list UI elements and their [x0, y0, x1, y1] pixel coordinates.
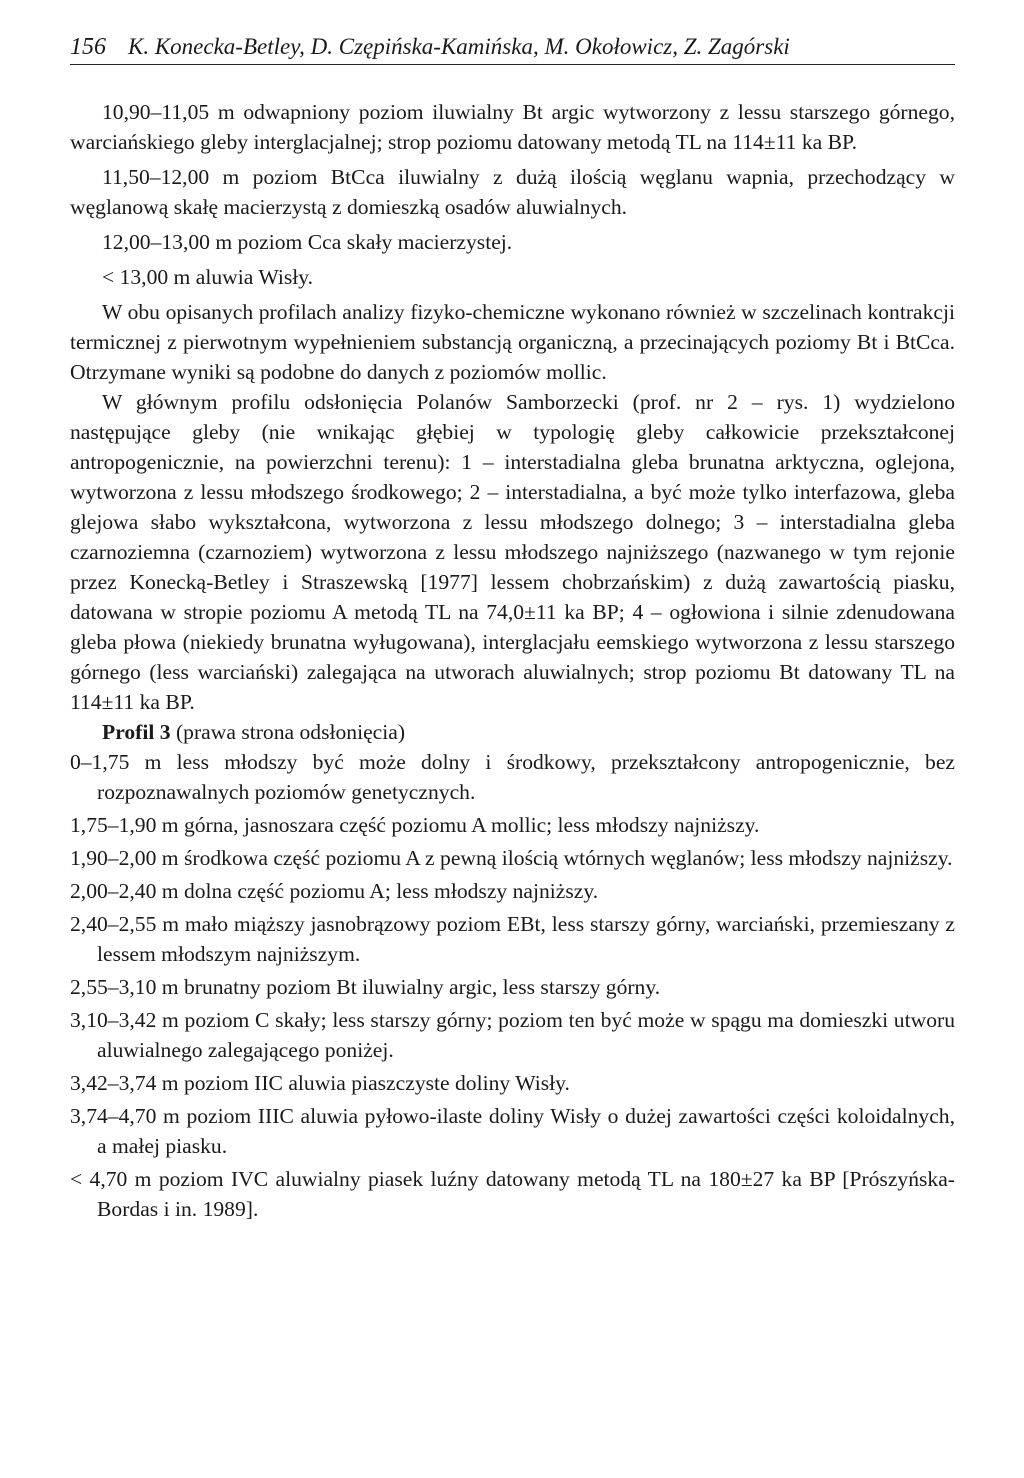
- horizon-entry: 10,90–11,05 m odwapniony poziom iluwialny Bt argic wytworzony z lessu starszego górnego, warciańskiego gleby interglacjalnej; strop poziomu datowany metodą TL na 114±11 ka BP.: [70, 100, 955, 154]
- horizon-entry: 0–1,75 m less młodszy być może dolny i środkowy, przekształcony antropogenicznie, bez rozpoznawalnych poziomów genetycznych.: [70, 750, 955, 804]
- horizon-entry: 1,90–2,00 m środkowa część poziomu A z pewną ilością wtórnych węglanów; less młodszy najniższy.: [70, 846, 953, 870]
- body-text: [70, 97, 955, 1227]
- running-header: [70, 34, 955, 65]
- horizon-entry: 2,40–2,55 m mało miąższy jasnobrązowy poziom EBt, less starszy górny, warciański, przemieszany z lessem młodszym najniższym.: [70, 912, 955, 966]
- horizon-entry: < 4,70 m poziom IVC aluwialny piasek luźny datowany metodą TL na 180±27 ka BP [Prószyńska-Bordas i in. 1989].: [70, 1167, 955, 1221]
- horizon-entry: 2,00–2,40 m dolna część poziomu A; less młodszy najniższy.: [70, 879, 599, 903]
- horizon-entry: 11,50–12,00 m poziom BtCca iluwialny z dużą ilością węglanu wapnia, przechodzący w węglanową skałę macierzystą z domieszką osadów aluwialnych.: [70, 165, 955, 219]
- horizon-entry: 3,74–4,70 m poziom IIIC aluwia pyłowo-ilaste doliny Wisły o dużej zawartości części koloidalnych, a małej piasku.: [70, 1104, 955, 1158]
- profil-subtitle: (prawa strona odsłonięcia): [170, 720, 406, 744]
- horizon-entry: 3,10–3,42 m poziom C skały; less starszy górny; poziom ten być może w spągu ma domieszki utworu aluwialnego zalegającego poniżej.: [70, 1008, 955, 1062]
- horizon-entry: 12,00–13,00 m poziom Cca skały macierzystej.: [102, 230, 513, 254]
- paragraph: W głównym profilu odsłonięcia Polanów Samborzecki (prof. nr 2 – rys. 1) wydzielono następujące gleby (nie wnikając głębiej w typologię gleby całkowicie przekształconej antropogenicznie, na powierzchni terenu): 1 – interstadialna gleba brunatna arktyczna, oglejona, wytworzona z lessu młodszego środkowego; 2 – interstadialna, a być może tylko interfazowa, gleba glejowa słabo wykształcona, wytworzona z lessu młodszego dolnego; 3 – interstadialna gleba czarnoziemna (czarnoziem) wytworzona z lessu młodszego najniższego (nazwanego w tym rejonie przez Konecką-Betley i Straszewską [1977] lessem chobrzańskim) z dużą zawartością piasku, datowana w stropie poziomu A metodą TL na 74,0±11 ka BP; 4 – ogłowiona i silnie zdenudowana gleba płowa (niekiedy brunatna wyługowana), interglacjału eemskiego wytworzona z lessu starszego górnego (less warciański) zalegająca na utworach aluwialnych; strop poziomu Bt datowany TL na 114±11 ka BP.: [70, 390, 955, 714]
- page-number: 156: [70, 34, 106, 60]
- horizon-entry: 3,42–3,74 m poziom IIC aluwia piaszczyste doliny Wisły.: [70, 1071, 570, 1095]
- horizon-entry: 1,75–1,90 m górna, jasnoszara część poziomu A mollic; less młodszy najniższy.: [70, 813, 760, 837]
- profil-title: Profil 3: [102, 720, 171, 744]
- paragraph: W obu opisanych profilach analizy fizyko-chemiczne wykonano również w szczelinach kontrakcji termicznej z pierwotnym wypełnieniem substancją organiczną, a przecinających poziomy Bt i BtCca. Otrzymane wyniki są podobne do danych z poziomów mollic.: [70, 300, 955, 384]
- section-heading: [70, 717, 955, 747]
- horizon-entry: < 13,00 m aluwia Wisły.: [102, 265, 314, 289]
- header-authors: K. Konecka-Betley, D. Czępińska-Kamińska, M. Okołowicz, Z. Zagórski: [128, 34, 790, 59]
- horizon-entry: 2,55–3,10 m brunatny poziom Bt iluwialny argic, less starszy górny.: [70, 975, 661, 999]
